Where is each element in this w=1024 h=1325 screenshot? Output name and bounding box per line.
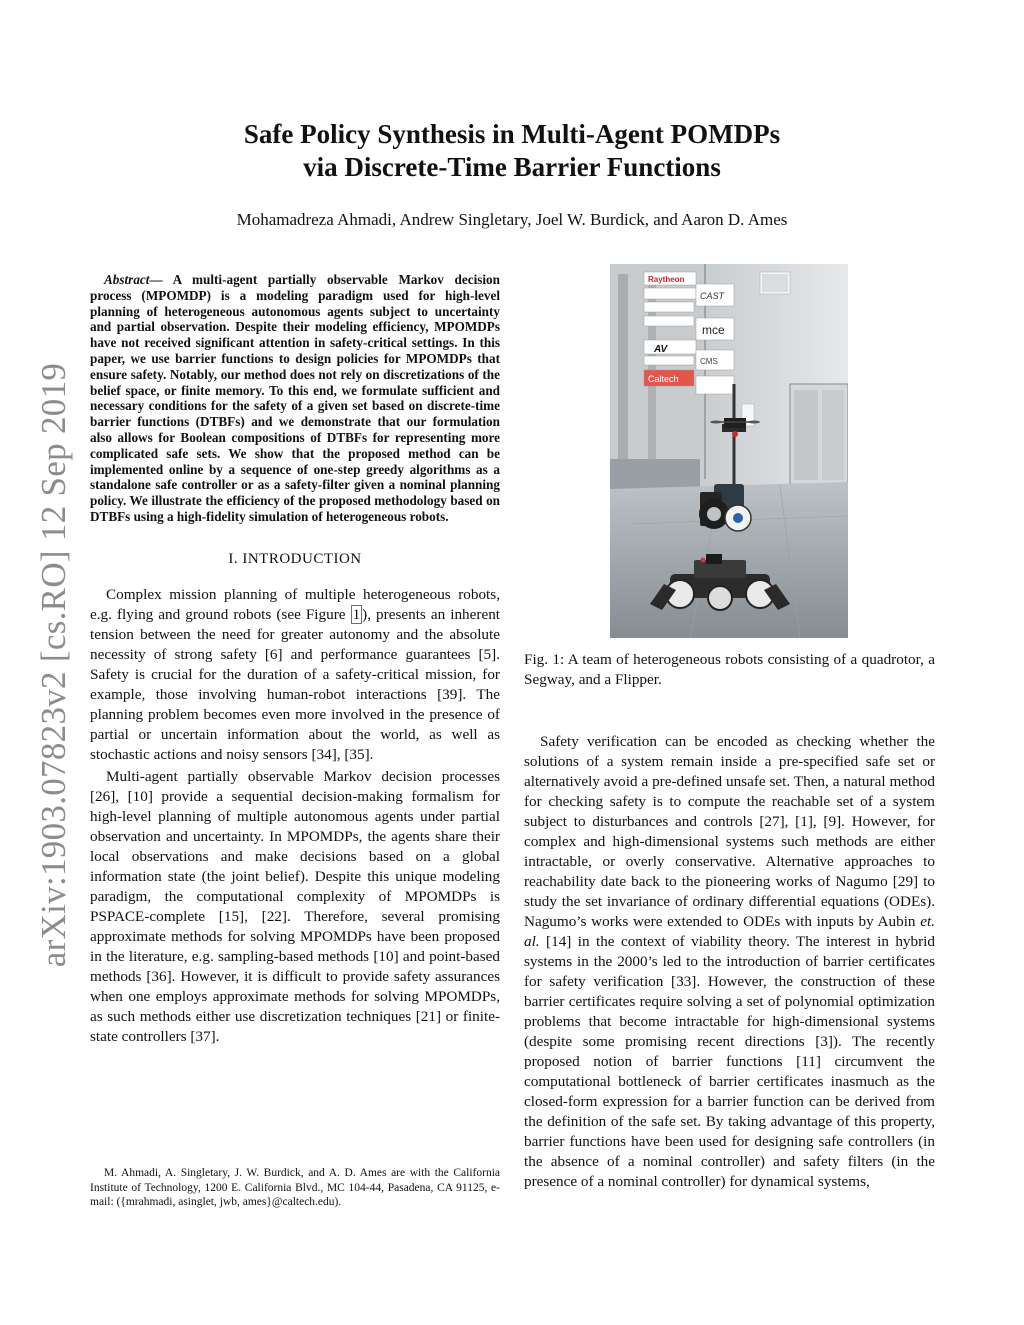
right-p1-italic: et. al. xyxy=(524,913,935,950)
logo-mce: mce xyxy=(702,323,725,337)
logo-cms: CMS xyxy=(700,357,718,366)
logo-cast: CAST xyxy=(700,291,725,301)
title-line-1: Safe Policy Synthesis in Multi-Agent POMDPs xyxy=(243,119,781,149)
right-column xyxy=(524,264,935,1192)
author-affiliation-footnote: M. Ahmadi, A. Singletary, J. W. Burdick, and A. D. Ames are with the California Institute of Technology, 1200 E. California Blvd., MC 104-44, Pasadena, CA 91125, e-mail: ({mrahmadi, asinglet, jwb, ames}@caltech.edu). xyxy=(90,1167,500,1208)
left-column xyxy=(90,272,500,1047)
figure-reference-link[interactable]: 1 xyxy=(352,605,361,623)
title-line-2: via Discrete-Time Barrier Functions xyxy=(303,152,721,182)
intro-paragraph-3 xyxy=(524,732,935,1192)
paper-title xyxy=(0,118,1024,184)
section-heading-introduction: I. INTRODUCTION xyxy=(228,550,362,567)
author-list: Mohamadreza Ahmadi, Andrew Singletary, Joel W. Burdick, and Aaron D. Ames xyxy=(236,210,788,229)
right-body-text xyxy=(524,732,935,1192)
intro-p1-end: ), presents an inherent tension between the need for greater autonomy and the absolute necessity of strong safety [6] and performance guarantees [5]. Safety is crucial for the duration of a safety-critical mission, for example, those involving human-robot interactions [39]. The planning problem becomes even more involved in the presence of partial or uncertain information about the world, as well as stochastic actions and noisy sensors [34], [35]. xyxy=(90,605,501,763)
intro-paragraph-1 xyxy=(90,585,500,765)
intro-p1-start: Complex mission planning of multiple heterogeneous robots, e.g. flying and ground robots (see Figure xyxy=(90,585,500,623)
abstract-text: — A multi-agent partially observable Markov decision process (MPOMDP) is a modeling paradigm used for high-level planning of heterogeneous autonomous agents subject to uncertainty and partial observation. Despite their modeling efficiency, MPOMDPs have not received significant attention in safety-critical settings. In this paper, we use barrier functions to design policies for MPOMDPs that ensure safety. Notably, our method does not rely on discretizations of the belief space, or finite memory. To this end, we formulate sufficient and necessary conditions for the safety of a given set based on discrete-time barrier functions (DTBFs) and we demonstrate that our formulation also allows for Boolean compositions of DTBFs for representing more complicated safe sets. We show that the proposed method can be implemented online by a sequence of one-step greedy algorithms as a standalone safe controller or as a safety-filter given a nominal planning policy. We illustrate the efficiency of the proposed methodology based on DTBFs using a high-fidelity simulation of heterogeneous robots. xyxy=(90,272,500,524)
right-p1-start: Safety verification can be encoded as checking whether the solutions of a system remain inside a pre-specified safe set or alternatively avoid a pre-defined unsafe set. Then, a natural method for checking safety is to compute the reachable set of a system subject to disturbances and controls [27], [1], [9]. However, for complex and high-dimensional systems such methods are either intractable, or overly conservative. Alternative approaches to reachability date back to the pioneering works of Nagumo [29] to study the set invariance of ordinary differential equations (ODEs). Nagumo’s works were extended to ODEs with inputs by Aubin xyxy=(524,733,935,930)
arxiv-identifier: arXiv:1903.07823v2 [cs.RO] 12 Sep 2019 xyxy=(34,362,73,968)
figure-1-caption: Fig. 1: A team of heterogeneous robots consisting of a quadrotor, a Segway, and a Flipper. xyxy=(524,651,935,688)
intro-paragraph-2: Multi-agent partially observable Markov decision processes [26], [10] provide a sequential decision-making formalism for high-level planning of multiple autonomous agents under partial observation and uncertainty. In MPOMDPs, the agents share their local observations and make decisions based on a global information state (the joint belief). Despite this unique modeling paradigm, the computational complexity of MPOMDPs is PSPACE-complete [15], [22]. Therefore, several promising approximate methods for solving MPOMDPs have been proposed in the literature, e.g. sampling-based methods [10] and point-based methods [36]. However, it is difficult to provide safety assurances when one employs approximate methods for solving MPOMDPs, as such methods either use discretization techniques [21] or finite-state controllers [37]. xyxy=(90,767,500,1045)
abstract xyxy=(90,272,500,525)
abstract-label: Abstract xyxy=(104,272,150,287)
logo-caltech: Caltech xyxy=(648,374,679,384)
logo-av: AV xyxy=(654,344,668,355)
logo-raytheon: Raytheon xyxy=(648,275,685,284)
robot-team-photo xyxy=(610,264,848,638)
right-p1-end: [14] in the context of viability theory. The interest in hybrid systems in the 2000’s led to the introduction of barrier certificates for safety verification [33]. However, the construction of these barrier certificates require solving a set of polynomial optimization problems that become intractable for high-dimensional systems (despite some promising recent directions [3]). The recently proposed notion of barrier functions [11] circumvent the computational bottleneck of barrier certificates inasmuch as the closed-form expression for a barrier function can be derived from the definition of the safe set. By taking advantage of this property, barrier functions have been used for designing safe controllers (in the absence of a nominal controller) and safety filters (in the presence of a nominal controller) for dynamical systems, xyxy=(524,933,935,1190)
